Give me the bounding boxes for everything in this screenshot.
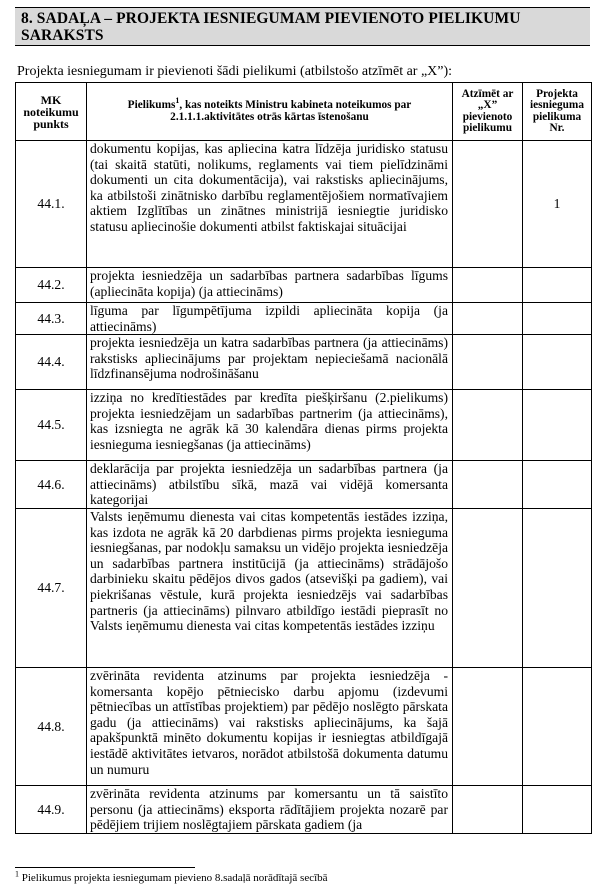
table-row <box>16 390 592 461</box>
row-mark-cell[interactable] <box>453 461 523 509</box>
row-point: 44.8. <box>16 667 87 785</box>
table-row <box>16 508 592 667</box>
row-mark-cell[interactable] <box>453 268 523 303</box>
row-point: 44.9. <box>16 785 87 833</box>
row-mark-cell[interactable] <box>453 335 523 390</box>
row-point: 44.5. <box>16 390 87 461</box>
header-annexes-label: Pielikums <box>127 99 176 112</box>
table-row <box>16 303 592 335</box>
row-point: 44.2. <box>16 268 87 303</box>
row-description: zvērināta revidenta atzinums par projekta iesniedzēja - komersanta kopējo pētniecisko darbu apjomu (izdevumi pētniecības un attīstības projektiem) par pēdējo noslēgto pārskata gadu (ja attiecināms) vai rakstisks apliecinājums, ka šajā apakšpunktā minēto dokumentu kopijas ir iesniegtas atbildīgajā iestādē aktivitātes ietvaros, norādot atbilstošā dokumenta datumu un numuru <box>87 667 453 785</box>
row-annex-number <box>523 667 592 785</box>
table-row <box>16 667 592 785</box>
table-row <box>16 335 592 390</box>
row-mark-cell[interactable] <box>453 141 523 268</box>
row-point: 44.1. <box>16 141 87 268</box>
intro-text: Projekta iesniegumam ir pievienoti šādi pielikumi (atbilstošo atzīmēt ar „X”): <box>17 64 453 79</box>
table-header-row <box>16 83 592 141</box>
header-marked: Atzīmēt ar „X” pievienoto pielikumu <box>453 83 523 141</box>
row-mark-cell[interactable] <box>453 508 523 667</box>
row-description: Valsts ieņēmumu dienesta vai citas kompetentās iestādes izziņa, kas izdota ne agrāk kā 20 darbdienas pirms projekta iesnieguma iesniegšanas, par nodokļu samaksu un vidējo projekta iesniedzēja un sadarbības partnera institūcijā (ja attiecināms) strādājošo darbinieku skaitu pēdējos divos gados (atsevišķi pa gadiem), vai piekrišanas vēstule, kurā projekta iesniedzējs vai sadarbības partneris (ja attiecināms) pilnvaro atbildīgo iestādi pieprasīt no Valsts ieņēmumu dienesta vai citas kompetentās iestādes izziņu <box>87 508 453 667</box>
section-heading: 8. SADAĻA – PROJEKTA IESNIEGUMAM PIEVIENOTO PIELIKUMU SARAKSTS <box>15 7 590 46</box>
row-description: deklarācija par projekta iesniedzēja un sadarbības partnera (ja attiecināms) atbilstību sīkā, mazā vai vidējā komersanta kategorijai <box>87 461 453 509</box>
footnote-marker: 1 <box>15 869 19 879</box>
row-point: 44.3. <box>16 303 87 335</box>
row-description: projekta iesniedzēja un sadarbības partnera sadarbības līgums (apliecināta kopija) (ja attiecināms) <box>87 268 453 303</box>
row-annex-number <box>523 335 592 390</box>
row-description: projekta iesniedzēja un katra sadarbības partnera (ja attiecināms) rakstisks apliecinājums par projektam nepieciešamā nacionālā līdzfinansējuma nodrošināšanu <box>87 335 453 390</box>
table-row <box>16 461 592 509</box>
header-annexes <box>87 83 453 141</box>
row-description: līguma par līgumpētījuma izpildi apliecināta kopija (ja attiecināms) <box>87 303 453 335</box>
row-mark-cell[interactable] <box>453 667 523 785</box>
row-annex-number <box>523 303 592 335</box>
footnote-text: Pielikumus projekta iesniegumam pievieno 8.sadaļā norādītajā secībā <box>19 872 328 884</box>
row-mark-cell[interactable] <box>453 303 523 335</box>
row-annex-number <box>523 461 592 509</box>
row-description: zvērināta revidenta atzinums par komersantu un tā saistīto personu (ja attiecināms) eksporta rādītājiem projekta nozarē par pēdējiem trijiem noslēgtajiem pārskata gadiem (ja <box>87 785 453 833</box>
header-mk-point: MK noteikumu punkts <box>16 83 87 141</box>
row-description: dokumentu kopijas, kas apliecina katra līdzēja juridisko statusu (tai skaitā statūti, nolikums, reglaments vai tiem pielīdzināmi dokumenti un cita dokumentācija), vai rakstisks apliecinājums, ka atbilstoši zinātnisko darbību reglamentējošiem normatīvajiem aktiem Izglītības un zinātnes ministrijā iesniegtie juridisko statusu apliecinošie dokumenti atbilst faktiskajai situācijai <box>87 141 453 268</box>
row-description: izziņa no kredītiestādes par kredīta piešķiršanu (2.pielikums) projekta iesniedzējam un sadarbības partnerim (ja attiecināms), kas izsniegta ne agrāk kā 30 kalendāra dienas pirms projekta iesnieguma iesniegšanas (ja attiecināms) <box>87 390 453 461</box>
row-annex-number <box>523 508 592 667</box>
row-point: 44.6. <box>16 461 87 509</box>
row-mark-cell[interactable] <box>453 785 523 833</box>
row-point: 44.7. <box>16 508 87 667</box>
header-annex-no: Projekta iesnieguma pielikuma Nr. <box>523 83 592 141</box>
row-annex-number <box>523 268 592 303</box>
row-annex-number: 1 <box>523 141 592 268</box>
table-row <box>16 785 592 833</box>
footnote-rule <box>15 867 195 868</box>
row-annex-number <box>523 785 592 833</box>
table-row <box>16 268 592 303</box>
row-annex-number <box>523 390 592 461</box>
header-annexes-rest: , kas noteikts Ministru kabineta noteikumos par 2.1.1.1.aktivitātes otrās kārtas īstenošanu <box>170 99 412 123</box>
footnote <box>15 869 328 885</box>
row-mark-cell[interactable] <box>453 390 523 461</box>
table-row <box>16 141 592 268</box>
row-point: 44.4. <box>16 335 87 390</box>
annex-table <box>15 82 592 834</box>
footnote-ref: 1 <box>175 96 180 106</box>
